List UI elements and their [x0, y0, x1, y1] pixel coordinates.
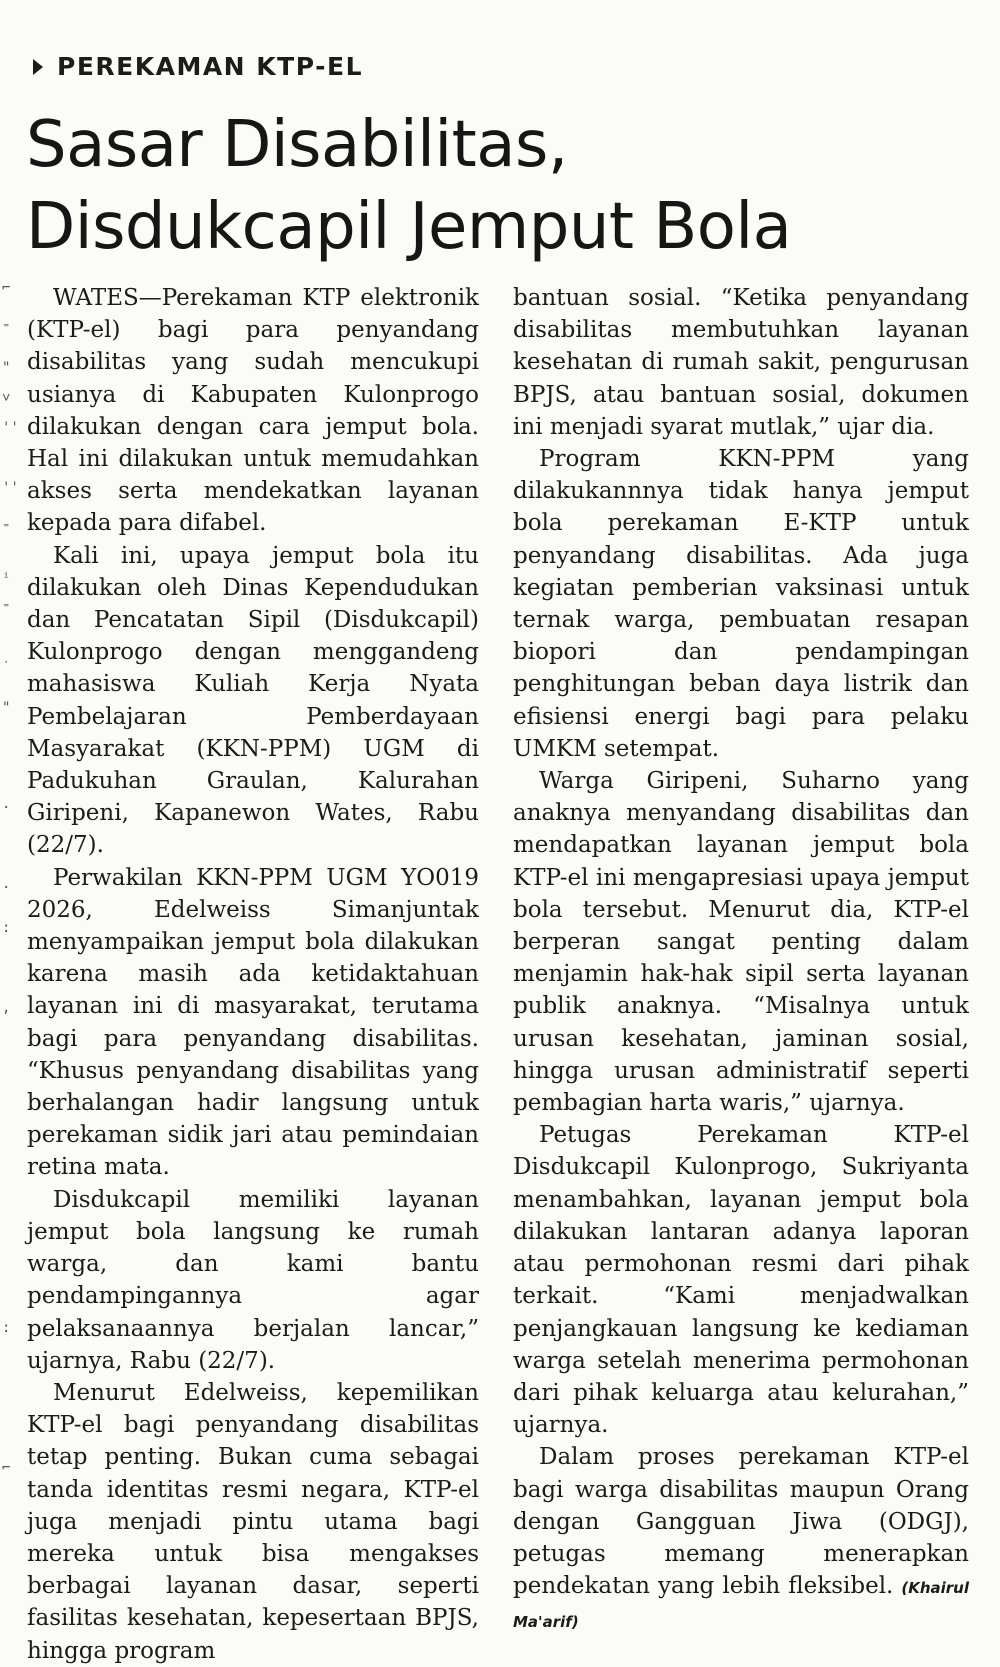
paragraph: Petugas Perekaman KTP-el Disdukcapil Kulonprogo, Sukriyanta menambahkan, layanan jemput bola dilakukan lantaran adanya laporan atau permohonan resmi dari pihak terkait. “Kami menjadwalkan penjangkauan langsung ke kediaman warga setelah menerima permohonan dari pihak keluarga atau kelurahan,” ujarnya.: [513, 1122, 969, 1439]
kicker-arrow-icon: [33, 59, 43, 75]
article-headline: [26, 104, 986, 268]
paragraph-continuation: bantuan sosial. “Ketika penyandang disabilitas membutuhkan layanan kesehatan di rumah sakit, pengurusan BPJS, atau bantuan sosial, dokumen ini menjadi syarat mutlak,” ujar dia.: [513, 285, 969, 440]
final-paragraph-text: Dalam proses perekaman KTP-el bagi warga disabilitas maupun Orang dengan Gangguan Jiwa (ODGJ), petugas memang menerapkan pendekatan yang lebih fleksibel.: [513, 1444, 969, 1600]
paragraph: Disdukcapil memiliki layanan jemput bola langsung ke rumah warga, dan kami bantu pendampingannya agar pelaksanaannya berjalan lancar,” ujarnya, Rabu (22/7).: [27, 1186, 479, 1374]
paragraph: Perwakilan KKN-PPM UGM YO019 2026, Edelweiss Simanjuntak menyampaikan jemput bola dilakukan karena masih ada ketidaktahuan layanan ini di masyarakat, terutama bagi para penyandang disabilitas. “Khusus penyandang disabilitas yang berhalangan hadir langsung untuk perekaman sidik jari atau pemindaian retina mata.: [27, 864, 479, 1181]
byline: (Khairul Ma'arif): [513, 1579, 969, 1632]
paragraph: Menurut Edelweiss, kepemilikan KTP-el bagi penyandang disabilitas tetap penting. Bukan cuma sebagai tanda identitas resmi negara, KTP-el juga menjadi pintu utama bagi mereka untuk bisa mengakses berbagai layanan dasar, seperti fasilitas kesehatan, kepesertaan BPJS, hingga program: [27, 1379, 479, 1664]
paragraph: Program KKN-PPM yang dilakukannnya tidak hanya jemput bola perekaman E-KTP untuk penyandang disabilitas. Ada juga kegiatan pemberian vaksinasi untuk ternak warga, pembuatan resapan biopori dan pendampingan penghitungan beban daya listrik dan efisiensi energi bagi para pelaku UMKM setempat.: [513, 446, 969, 762]
final-paragraph: [513, 1441, 969, 1638]
article-column-left: [27, 282, 479, 1667]
section-kicker: [33, 52, 363, 81]
paragraph: WATES—Perekaman KTP elektronik (KTP-el) bagi para penyandang disabilitas yang sudah mencukupi usianya di Kabupaten Kulonprogo dilakukan dengan cara jemput bola. Hal ini dilakukan untuk memudahkan akses serta mendekatkan layanan kepada para difabel.: [27, 285, 479, 537]
paragraph: Warga Giripeni, Suharno yang anaknya menyandang disabilitas dan mendapatkan layanan jemput bola KTP-el ini mengapresiasi upaya jemput bola tersebut. Menurut dia, KTP-el berperan sangat penting dalam menjamin hak-hak sipil serta layanan publik anaknya. “Misalnya untuk urusan kesehatan, jaminan sosial, hingga urusan administratif seperti pembagian harta waris,” ujarnya.: [513, 768, 969, 1117]
headline-line-2: Disdukcapil Jemput Bola: [26, 190, 792, 264]
article-column-right: [513, 282, 969, 1639]
headline-line-1: Sasar Disabilitas,: [26, 108, 568, 182]
margin-scan-marks: ⌐ ⁼ " ˅ '' '' ⁼ ⁱ ⁼ ˙ " · · : , : ⌐: [2, 280, 19, 1476]
paragraph: Kali ini, upaya jemput bola itu dilakukan oleh Dinas Kependudukan dan Pencatatan Sipil (Disdukcapil) Kulonprogo dengan menggandeng mahasiswa Kuliah Kerja Nyata Pembelajaran Pemberdayaan Masyarakat (KKN-PPM) UGM di Padukuhan Graulan, Kalurahan Giripeni, Kapanewon Wates, Rabu (22/7).: [27, 542, 479, 859]
kicker-label: PEREKAMAN KTP-EL: [57, 52, 363, 81]
